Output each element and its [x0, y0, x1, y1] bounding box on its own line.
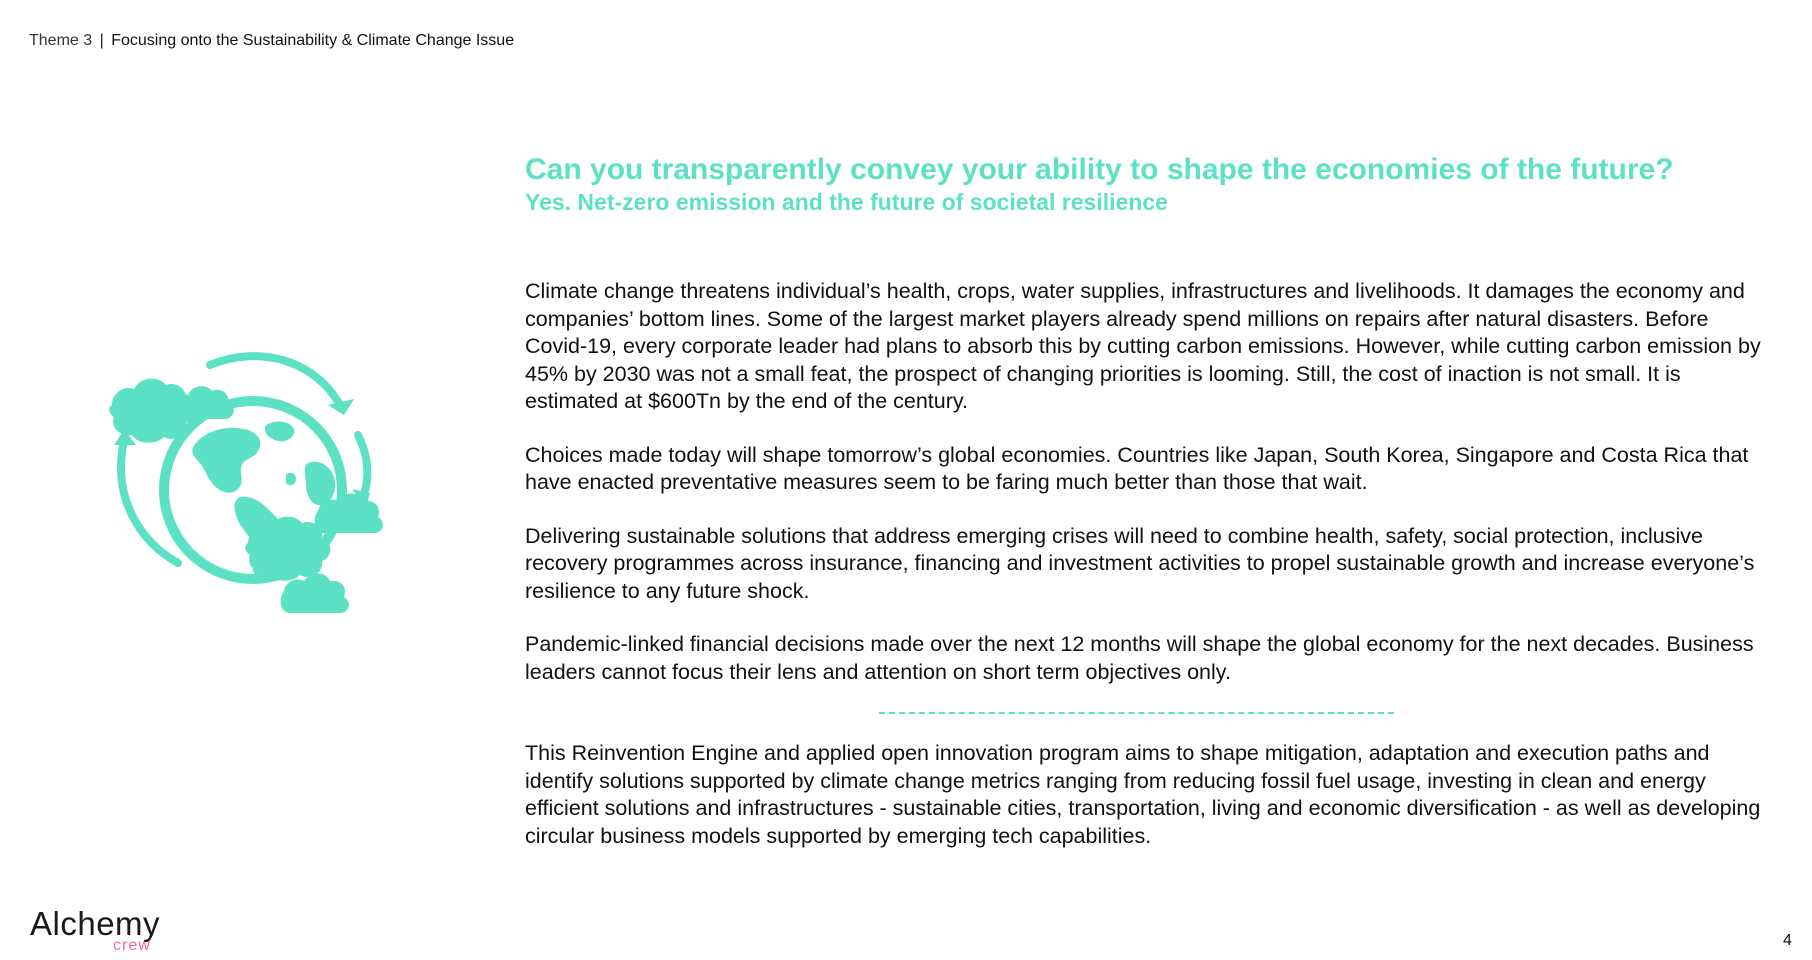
slide-header [29, 32, 514, 50]
slide-answer: Yes. Net-zero emission and the future of societal resilience [525, 189, 1168, 215]
main-content [525, 152, 1775, 876]
slide-question: Can you transparently convey your ability to shape the economies of the future? [525, 153, 1674, 186]
logo-main-text: Alchemy [30, 905, 161, 942]
globe-with-clouds-and-cycle-arrows-icon [108, 345, 398, 635]
paragraph-pandemic-decisions: Pandemic-linked financial decisions made over the next 12 months will shape the global economy for the next decades. Business leaders cannot focus their lens and attention on short term objectives only. [525, 632, 1754, 684]
dashed-divider [879, 712, 1394, 714]
theme-topic: Focusing onto the Sustainability & Climate Change Issue [111, 32, 515, 49]
body-text [525, 278, 1770, 850]
header-separator: | [99, 32, 104, 49]
alchemy-crew-logo [30, 905, 180, 958]
logo-sub-text: crew [113, 937, 151, 954]
theme-label: Theme 3 [29, 32, 93, 49]
paragraph-sustainable-solutions: Delivering sustainable solutions that address emerging crises will need to combine health, safety, social protection, inclusive recovery programmes across insurance, financing and investment activities to propel sustainable growth and increase everyone’s resilience to any future shock. [525, 523, 1755, 603]
page-number: 4 [1783, 932, 1792, 949]
paragraph-climate-threats: Climate change threatens individual’s health, crops, water supplies, infrastructures and livelihoods. It damages the economy and companies’ bottom lines. Some of the largest market players already spend millions on repairs after natural disasters. Before Covid-19, every corporate leader had plans to absorb this by cutting carbon emissions. However, while cutting carbon emission by 45% by 2030 was not a small feat, the prospect of changing priorities is looming. Still, the cost of inaction is not small. It is estimated at $600Tn by the end of the century. [525, 279, 1761, 413]
paragraph-reinvention-engine: This Reinvention Engine and applied open innovation program aims to shape mitigation, adaptation and execution paths and identify solutions supported by climate change metrics ranging from reducing fossil fuel usage, investing in clean and energy efficient solutions and infrastructures - sustainable cities, transportation, living and economic diversification - as well as developing circular business models supported by emerging tech capabilities. [525, 741, 1761, 848]
paragraph-choices: Choices made today will shape tomorrow’s global economies. Countries like Japan, South Korea, Singapore and Costa Rica that have enacted preventative measures seem to be faring much better than those that wait. [525, 442, 1749, 494]
